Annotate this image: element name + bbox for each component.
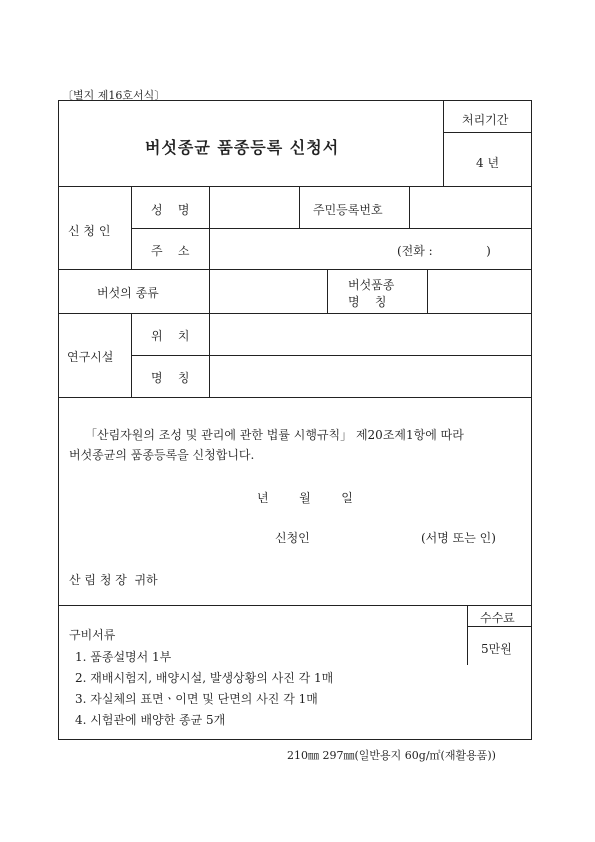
processing-period-value: 4 년: [476, 156, 500, 170]
rrn-label: 주민등록번호: [313, 203, 383, 217]
documents-heading: 구비서류: [69, 628, 116, 642]
rrn-field[interactable]: [410, 187, 530, 227]
name-field[interactable]: [210, 187, 298, 227]
variety-name-label: 명 칭: [348, 295, 387, 309]
divider: [443, 132, 531, 133]
location-field[interactable]: [210, 314, 530, 354]
paper-spec: 210㎜ 297㎜(일반용지 60g/㎡(재활용품)): [287, 749, 496, 762]
divider: [299, 186, 300, 228]
document-item: 1. 품종설명서 1부: [75, 650, 172, 664]
divider: [327, 269, 328, 313]
date-line: 년 월 일: [257, 491, 353, 505]
divider: [59, 605, 531, 606]
divider: [467, 605, 468, 665]
divider: [131, 313, 132, 397]
statement-line-2: 버섯종균의 품종등록을 신청합니다.: [69, 448, 255, 462]
application-form: [58, 100, 532, 740]
address-label: 주 소: [151, 244, 190, 258]
divider: [443, 101, 444, 186]
variety-name-field[interactable]: [428, 270, 530, 312]
divider: [467, 626, 531, 627]
location-label: 위 치: [151, 329, 190, 343]
document-item: 3. 자실체의 표면ㆍ이면 및 단면의 사진 각 1매: [75, 692, 318, 706]
facility-name-label: 명 칭: [151, 371, 190, 385]
fee-value: 5만원: [481, 642, 512, 656]
form-title: 버섯종균 품종등록 신청서: [145, 138, 340, 157]
mushroom-type-field[interactable]: [210, 270, 326, 312]
facility-name-field[interactable]: [210, 356, 530, 396]
processing-period-label: 처리기간: [462, 113, 509, 127]
sign-note: (서명 또는 인): [421, 531, 496, 545]
phone-label: (전화 : ): [397, 244, 491, 258]
applicant-label: 신 청 인: [68, 224, 111, 238]
document-item: 4. 시험관에 배양한 종균 5개: [75, 713, 226, 727]
divider: [131, 186, 132, 269]
statement-line-1: 「산림자원의 조성 및 관리에 관한 법률 시행규칙」 제20조제1항에 따라: [85, 428, 464, 442]
form-number: 〔별지 제16호서식〕: [62, 89, 166, 102]
applicant-sign-label: 신청인: [275, 531, 310, 545]
mushroom-type-label: 버섯의 종류: [97, 286, 159, 300]
research-facility-label: 연구시설: [67, 350, 114, 364]
variety-name-label: 버섯품종: [348, 278, 395, 292]
document-item: 2. 재배시험지, 배양시설, 발생상황의 사진 각 1매: [75, 671, 334, 685]
recipient: 산 림 청 장 귀하: [69, 573, 158, 587]
divider: [59, 397, 531, 398]
name-label: 성 명: [151, 203, 190, 217]
fee-label: 수수료: [480, 611, 515, 625]
